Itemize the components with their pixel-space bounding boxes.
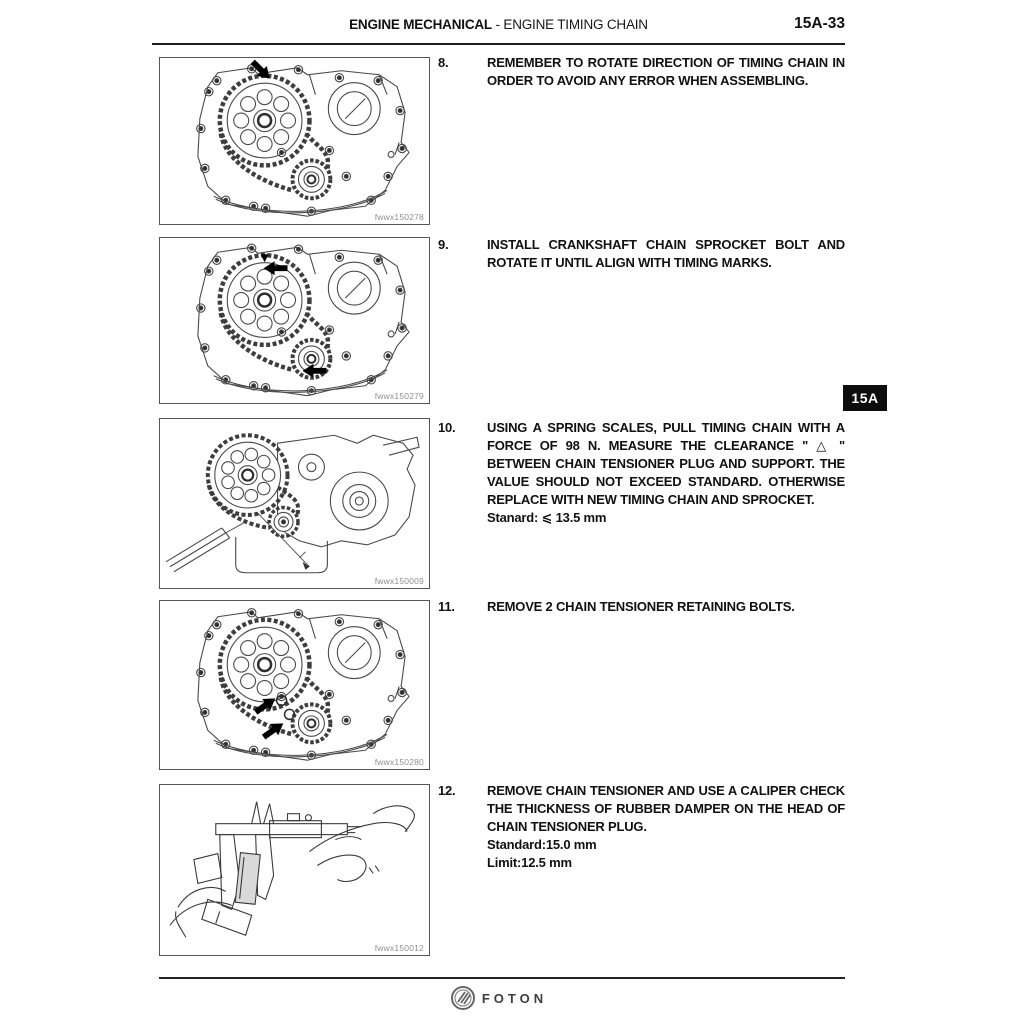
- figure-timing-chain-direction: [159, 57, 430, 225]
- step-number: 8.: [438, 55, 449, 70]
- timing-mark-icon: [261, 254, 269, 262]
- header-rule: [152, 43, 845, 45]
- page-number: 15A-33: [794, 15, 845, 32]
- figure-timing-marks-alignment: [159, 237, 430, 404]
- footer: [152, 985, 845, 1011]
- page-header: [152, 17, 845, 32]
- caliper-illustration: [160, 785, 429, 955]
- figure-caption: fwwx150279: [374, 391, 424, 401]
- step-spec: Limit:12.5 mm: [487, 855, 572, 870]
- step-spec: Standard:15.0 mm: [487, 837, 597, 852]
- step-item: [438, 236, 845, 272]
- section-tab: 15A: [843, 385, 887, 411]
- step-number: 12.: [438, 783, 456, 798]
- step-number: 10.: [438, 420, 456, 435]
- figure-caption: fwwx150278: [374, 212, 424, 222]
- step-number: 9.: [438, 237, 449, 252]
- step-item: [438, 419, 845, 527]
- step-text: REMOVE CHAIN TENSIONER AND USE A CALIPER CHECK THE THICKNESS OF RUBBER DAMPER ON THE HEAD OF CHAIN TENSIONER PLUG.: [487, 783, 845, 834]
- step-item: [438, 598, 845, 616]
- footer-rule: [159, 977, 845, 979]
- engine-side-illustration: [160, 419, 429, 588]
- figure-spring-scale-measurement: [159, 418, 430, 589]
- engine-front-illustration: [160, 601, 429, 769]
- step-text: REMOVE 2 CHAIN TENSIONER RETAINING BOLTS.: [487, 599, 795, 614]
- brand-wordmark: FOTON: [481, 990, 548, 1006]
- engine-front-illustration: [160, 58, 429, 224]
- step-text: USING A SPRING SCALES, PULL TIMING CHAIN WITH A FORCE OF 98 N. MEASURE THE CLEARANCE " △ " BETWEEN CHAIN TENSIONER PLUG AND SUPPORT. THE VALUE SHOULD NOT EXCEED STANDARD. OTHERWISE REPLACE WITH NEW TIMING CHAIN AND SPROCKET.: [487, 420, 845, 507]
- engine-front-illustration: [160, 238, 429, 403]
- step-item: [438, 782, 845, 872]
- step-text: REMEMBER TO ROTATE DIRECTION OF TIMING CHAIN IN ORDER TO AVOID ANY ERROR WHEN ASSEMBLING.: [487, 55, 845, 88]
- step-number: 11.: [438, 599, 455, 614]
- foton-logo-icon: [450, 985, 476, 1011]
- figure-caption: fwwx150012: [374, 943, 424, 953]
- figure-caliper-measurement: [159, 784, 430, 956]
- figure-caption: fwwx150280: [374, 757, 424, 767]
- step-text: INSTALL CRANKSHAFT CHAIN SPROCKET BOLT AND ROTATE IT UNTIL ALIGN WITH TIMING MARKS.: [487, 237, 845, 270]
- step-spec: Stanard: ⩽ 13.5 mm: [487, 510, 607, 525]
- figure-tensioner-retaining-bolts: [159, 600, 430, 770]
- step-item: [438, 54, 845, 90]
- header-section: ENGINE MECHANICAL: [349, 17, 492, 32]
- header-subsection: - ENGINE TIMING CHAIN: [495, 17, 648, 32]
- figure-caption: fwwx150009: [374, 576, 424, 586]
